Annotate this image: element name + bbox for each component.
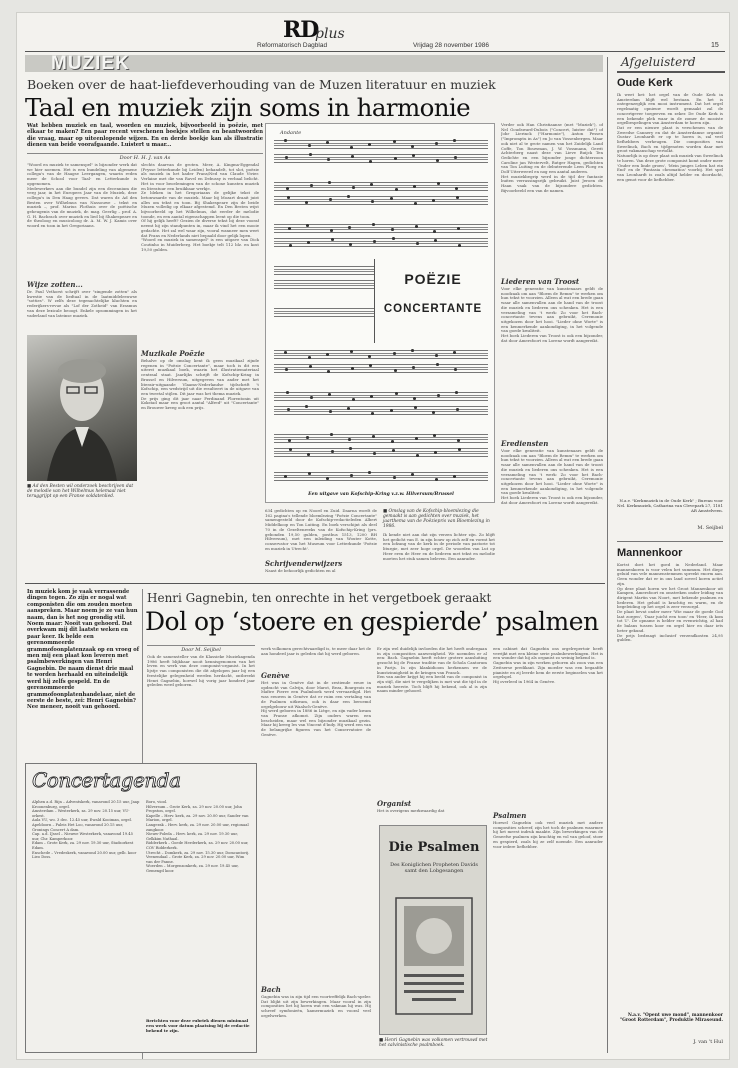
note-head [392, 449, 395, 452]
article2-col4b: Hoewel Gagnebin ook veel muziek met andere composities schreef, zijn het toch de psalmen waarmee hij het meest indruk maakte. Zijn bewerkingen van de Geneefse psalmen zijn krachtig en vol van geloof, stoer en gespierd, zoals hij ze zelf noemde. Een aanrader voor iedere liefhebber. [493, 821, 603, 849]
note-head [351, 155, 354, 158]
note-head [309, 153, 312, 156]
article1-col2b: Behalve op de omslag kent ik geen muzikaal zijnde regenen in "Poëzie Concertante", maar toch is dit een uiterst muzikaal boek, waarin het illustratiemateriaal centraal staat. Jaarlijks schrijft de Kofschip-Kring in Brussel en Hilversum, uitgegeven van ander met het literair-uitgaande Vlaams-Nederlandse tijdschrift 't Kofschip, een wedstrijd uit die resulteert in de uitgave van een tweetal stijlen. Dit jaar was het thema muziek. De prijs ging dit jaar naar Ferdinand Florentonin uit Kokstad maar een groot aantal "Alfred" uit "Concertante" en Brouwer kreeg ook een prijs. [141, 359, 259, 411]
note-head [436, 363, 439, 366]
article1-intro: Wat hebben muziek en taal, woorden en muziek, bijvoorbeeld in poëzie, met elkaar te maken? Een paar recent verschenen boekjes stellen en beantwoorden die vraag, maar op uiteenlopende wijzen. En en derde boekje kan als illustratie dienen van beide voorafgaande. Luistert u maar... [27, 123, 263, 149]
note-head [331, 238, 334, 241]
note-head [308, 472, 311, 475]
paper-logo-suffix: plus [315, 26, 345, 42]
psalm-book-image [379, 825, 487, 1035]
concert-agenda-note: Berichten voor deze rubriek dienen minimaal een week voor datum plaatsing bij de redactie bekend te zijn. [146, 1018, 250, 1033]
portrait-caption: ■ Ad den Besten wil onderzoek beschrijven dat de melodie van het Wilhelmus helemaal niet teruggrijpt op een Franse soldatenlied. [27, 484, 134, 499]
note-head [454, 368, 457, 371]
section-banner [25, 55, 603, 72]
note-head [433, 434, 436, 437]
note-head [394, 369, 397, 372]
note-head [288, 439, 291, 442]
score-title-box [374, 259, 490, 343]
concert-agenda-col2: Boro, viool. Hilversum – Grote Kerk, za. 29 nov. 20.00 uur, John Propston, orgel. Kapelle – Herv. kerk, za. 29 nov. 20.00 uur, Sander van Marion, orgel. Langerak – Herv. kerk, za. 29 nov. 20.00 uur, regionaal zangkoor. Nieuw-Poleda – Herv. kerk, za. 29 nov. 19.30 uur, Gelkkim Nathaal. Ridderkerk – Goede Herderkerk, za. 29 nov. 20.00 uur, COV Ridderkerk. Utrecht – Domkerk, za. 29 nov. 15.30 uur, Domcantorij. Veenendaal – Grote Kerk, za. 29 nov. 20.00 uur, Wim van der Panne. Woerden – Morgenzonkerk, za. 29 nov. 19.45 uur, Gemengd koor. [146, 800, 250, 873]
note-head [284, 139, 287, 142]
note-head [326, 477, 329, 480]
article1-col3b: Naast de behoorlijk gedichten en al [265, 569, 336, 573]
note-head [327, 370, 330, 373]
note-head [395, 392, 398, 395]
masthead-rule [25, 51, 725, 52]
note-head [310, 396, 313, 399]
note-head [432, 411, 435, 414]
note-head [395, 188, 398, 191]
note-head [453, 351, 456, 354]
paper-name: Reformatorisch Dagblad [257, 42, 328, 49]
note-head [349, 243, 352, 246]
note-head [289, 244, 292, 247]
note-head [287, 408, 290, 411]
note-head [413, 185, 416, 188]
note-head [307, 453, 310, 456]
note-head [288, 227, 291, 230]
note-head [350, 474, 353, 477]
note-head [285, 368, 288, 371]
article2-col3: Er zijn wel duidelijk invloeden die het heeft ondergaan in zijn composities aanwezigheid. We noemden er al een: Bach. Gagnebin heeft echter grotere aansluiting gezocht bij de Franse traditie van de Schola Cantorum in Parijs. In zijn klankidioom herkennen we de kunstzinnigheid in de kringen van Franck. Een van ander krijgt hij een beeld van de componist in zijn stijl, die niet te vergelijken is met wat die tijd in de muziek heerste. Toch blijft hij bekend, ook al is zijn naam minder gehoord. [377, 647, 487, 694]
note-head [415, 437, 418, 440]
article1-col1-subhead: Wijze zotten... [27, 280, 83, 289]
note-head [393, 352, 396, 355]
note-head [456, 408, 459, 411]
note-head [411, 349, 414, 352]
psalm-caption: ■ Henri Gagnebin was volkomen vertrouwd met het calvinistische psalmboek. [379, 1038, 488, 1048]
article-divider [25, 583, 605, 584]
note-head [394, 157, 397, 160]
note-head [453, 139, 456, 142]
article1-col4c: Voor elke generatie van kunstenaars geldt de noodzaak om aan "Bloem de Remm" te werken om hun tekst te voorzien. Alleen al wat een brede gaan waar alle samenvallen aan de hand van de troost die muziek en liederen ons schenken. Het is een verzameling van 't werk: Zo voor het Bach-concertante tevens aan gebruikt, Ceremonie uitgekozen door het hooi. "Lieder ohne Worte" is een kenmerkende aankondiging, in het volgende van goede kwaliteit. Het boek Liederen van Troost is ook een bijzonder, dat door Amersfoort en Lorenz wordt aangereikt. [501, 449, 603, 505]
sidebar-head-2: Mannenkoor [617, 547, 683, 559]
note-head [289, 448, 292, 451]
staff-line [274, 140, 488, 149]
sidebar-signature-1: M. Seijbel [697, 525, 723, 531]
sidebar-title-underline [617, 71, 725, 73]
article2-col2-subhead2: Bach [261, 985, 281, 994]
article1-col3c: Ik kende niet aan dat zijn verzen lichter zijn. Zo blijft het gedicht van E. in zijn bouw op zich zelf en vormt het een lofzang van de kerk in de periode van pastorie tot liturgie, met zeer hoge orgel. De woorden van Lut op Heer eren de Heer en de liederen met tekst en melodie moeten het stuk samen beleven. Een aanrader. [383, 533, 495, 561]
article2-byline: Door M. Seijbel [147, 645, 255, 653]
note-head [454, 156, 457, 159]
note-head [306, 436, 309, 439]
note-head [308, 356, 311, 359]
note-head [458, 448, 461, 451]
note-head [329, 410, 332, 413]
note-head [434, 239, 437, 242]
note-head [393, 476, 396, 479]
psalm-book-subtitle: Des Koniglichen Propheten Davids samt den Lobgesangen [390, 862, 478, 874]
note-head [326, 141, 329, 144]
note-head [412, 366, 415, 369]
note-head [416, 454, 419, 457]
article2-intro: In muziek kom je vaak verrassende dingen tegen. Zo zijn er nogal wat componisten die om zouden moeten aanspreken. Maar noem je ze van hun naam, dan is het nog grondig stil. Noem maar: Nooit van gehoord. Dat overkwam mij dit laatste weken en paar keer. Ik belde een gerenommeerde grammofoonplatenzaak op en vroeg of men mij een plaat kon leveren met psalmbewerkingen van Henri Gagnebin. De naam dienst drie maal te worden herhaald en uiteindelijk werd hij zelfs gespeld. En de gerenommeerde grammofoonplatenhandelaar, niet de eerste de beste, zei: Henri Gagnebin? Nee meneer, nooit van gehoord. [27, 589, 139, 711]
paper-logo: RD [283, 17, 319, 43]
sidebar-divider [607, 57, 608, 1053]
article1-col3-subhead: Schrijvenderwijzers [265, 559, 343, 568]
note-head [411, 473, 414, 476]
note-head [350, 350, 353, 353]
article1-col4b: Voor elke generatie van kunstenaars geldt de noodzaak om aan "Bloem de Remm" te werken om hun tekst te voorzien. Alleen al wat een brede gaan waar alle samenvallen aan de hand van de troost die muziek en liederen ons schenken. Het is een verzameling van 't werk: Zo voor het Bach-concertante tevens aan gebruikt, Ceremonie uitgekozen door het hooi. "Lieder ohne Worte" is een kenmerkende aankondiging, in het volgende van goede kwaliteit. Het boek Liederen van Troost is ook een bijzonder, dat door Amersfoort en Lorenz wordt aangereikt. [501, 287, 603, 343]
note-head [347, 407, 350, 410]
article1-col4-subhead: Liederen van Troost [501, 277, 580, 286]
psalm-book-ornament [394, 896, 474, 1016]
article2-col3-subhead: Organist [377, 799, 412, 808]
note-head [286, 187, 289, 190]
article2-col4: een cabinet dat Gagnebin ons orgelrepertoir heeft verrijkt met een kleine serie psalmbewerkingen. Het is een wonder dat hij als organist zo weinig bekend is. Gagnebin was in zijn werken geboren als zoon van een Zwitserse predikant. Zijn moeder was een begaafde pianiste en zij leerde hem de eerste beginselen van het orgelspel. Hij overleed in 1964 in Genève. [493, 647, 603, 684]
note-head [434, 451, 437, 454]
note-head [415, 225, 418, 228]
note-head [435, 478, 438, 481]
article2-headline: Dol op ‘stoere en gespierde’ psalmen [145, 607, 599, 636]
note-head [347, 195, 350, 198]
article1-col1: "Woord en muziek te samenspel" is bijzonder werk dat we hier noemen. Het is een bundeling van algemene collega's van de Haagse Leergangen, waarin reden meer de School voor Taal- en Letterkunde is opgenomen. Medewerkers aan die bundel zijn een decennium die verg jaar, in het Europees Jaar van de Muziek, deze collega's in Den Haag gevers. Dat waren dr. Ad den Besten over Wilhelmus van Nassouwe – tekst en muziek –, prof. Marius Flothuis over de poëtische geheugenis van de muziek, dr. mag. Geerlig – prof. A. G. H. Bachrach over muziek en lied bij Shakespeare en de theoloog en musicoloog dr. A. M. W. J. Kamis over woord en toon in het Gregoriaans. [27, 163, 137, 229]
page-number: 15 [711, 42, 719, 49]
article1-kicker: Boeken over de haat-liefdeverhouding van de Muzen literatuur en muziek [27, 77, 496, 92]
score-title-2: CONCERTANTE [383, 303, 483, 315]
article2-col2: werk volkomen gerechtvaardigd is, te meer daar het de aan honderd jaar is geleden dat hij werd geboren. [261, 647, 371, 656]
note-head [416, 242, 419, 245]
note-head [305, 405, 308, 408]
portrait-photo [27, 335, 137, 481]
note-head [455, 391, 458, 394]
note-head [285, 156, 288, 159]
article2-kicker: Henri Gagnebin, ten onrechte in het vergetboek geraakt [147, 591, 492, 605]
note-head [435, 354, 438, 357]
note-head [331, 450, 334, 453]
note-head [455, 187, 458, 190]
note-head [328, 393, 331, 396]
article2-col3b: Het is overigens merkwaardig dat [377, 809, 445, 813]
note-head [458, 244, 461, 247]
note-head [284, 351, 287, 354]
sidebar-text-2: Kortst doet het goed in Nederland. Maar mannenkoren is voor velen het summum. Het diepe geluid van vele mannenstemmen spreekt enorm aan. Geen wonder dat er in ons land zoveel koren actief zijn. Op deze plaat horen we het Groot Mannenkoor uit Kampen, Amersfoort en omstreken onder leiding van dirigent Martin van Noort, met bekende psalmen en liederen. Het geluid is krachtig en warm, en de begeleiding op het orgel is zeer verzorgd. De plaat bevat onder meer 'Wie maar de goede God laat zorgen', 'Daar juicht een toon' en 'Heer, ik kom tot U'. De opname is helder en evenwichtig, al had de balans tussen koor en orgel hier en daar iets beter gekund. De prijs bedraagt inclusief verzendkosten 24,95 gulden. [617, 563, 723, 643]
note-head [308, 144, 311, 147]
note-head [348, 438, 351, 441]
note-head [286, 391, 289, 394]
note-head [307, 241, 310, 244]
note-head [348, 226, 351, 229]
note-head [411, 145, 414, 148]
note-head [456, 196, 459, 199]
article1-col3: 634 gedichten op en Noord en Zuid. Daarna wordt de 162 pagina's tellende bloemlezing "Poëzie Concertante" samengesteld door de Kofschip-redactieleden Albert Middelkoop en Ton Luiting. En boek verschijnt als deel 70 in de Gezeltenreeks van de Kofschip-Kring (prs. gebonden 19,50 gulden, postbus 1513, 1200 BH Hilversum), met een inleiding van Wouter Kotte, conservator van het Museum voor Letterkunde 'Poëzie en muziek in Utrecht'. [265, 509, 377, 551]
note-head [309, 365, 312, 368]
note-head [352, 398, 355, 401]
concert-agenda-col1: Alphen a.d. Rijn – Adventskerk, vanavond 20.15 uur, Jaap Kroonenburg, orgel. Amsterdam – Westerkerk, za. 29 nov. 20.15 uur, VU-orkest. Aula VU, wo. 3 dec. 12.45 uur, Ewald Kooiman, orgel. Apeldoorn – Paleis Het Loo, vanavond 20.15 uur, Gronings Concert A dam. Cap. a.d. IJssel – Nieuwe Westerkerk, vanavond 19.45 uur, Chr. Kamperkoor. Edam – Grote Kerk, za. 29 nov. 19.30 uur, Stadsorkest Edam. Enschede – Vredeskerk, vanavond 20.00 uur, gelb. koor Lieo Doss. [32, 800, 140, 860]
note-head [352, 186, 355, 189]
note-head [435, 142, 438, 145]
article1-col2-subhead: Muzikale Poëzie [141, 349, 205, 358]
portrait-figure [27, 335, 137, 481]
note-head [351, 367, 354, 370]
note-head [330, 433, 333, 436]
note-head [329, 198, 332, 201]
staff-line [274, 350, 488, 359]
note-head [393, 140, 396, 143]
note-head [287, 196, 290, 199]
note-head [327, 158, 330, 161]
sidebar-source-2: N.a.v. "Opent uwe mond", mannenkoor "Groot Rotterdam", Produktie Miraseund. [619, 1013, 723, 1023]
newspaper-page [16, 12, 730, 1060]
note-head [437, 394, 440, 397]
sidebar-head-1: Oude Kerk [617, 77, 673, 89]
article1-col2: slechts daarvan de groten. Meer, A. Kingma-Eggendal (Frysse letterkunde bij Leiden) behandelt, tot slot, poëzie als muziek in het kader Frans/Ned van Claude Vivier. Verlaine met die van Ravel en Debussy is verbaal belicht. Het in voor beoelemingen van de schone kunsten muziek en literatuur een bruikbaar werkje. Ze bleken in het Gregoriaans de gelijke tekst de betonwaarde van de muziek. Maar bij Mozart draait juist alles om tekst en toon. Bij Shakespeare zijn de beide Muzen volledig op elkaar afgestemd. En Den Besten wijst bijvoorbeeld op het Wilhelmus, dat eerder de melodie toonde, en een aantal eigenschappen leent op die toon. Of hij gelijk heeft? Gezien de diverse tekst bij deze vooraf neemt hij zijn standpunten in, maar ik vind het een mooie gedachte. Het zal wel waar zijn, vooral wanneer men weet dat Frans en Nederlands niet bepaald door gelijk lopen. "Woord en muziek in samenspel" is een uitgave van Dick Coutinho in Muiderberg. Het boekje telt 112 blz. en kost 19,50 gulden. [141, 163, 259, 252]
note-head [390, 197, 393, 200]
note-head [328, 181, 331, 184]
concert-agenda-box [25, 763, 257, 1053]
note-head [436, 159, 439, 162]
score-caption: Een uitgave van Kofschip-Kring v.z.w. Hilversum/Brussel [308, 492, 454, 497]
sidebar-source-1: N.a.v. "Kerkmuziek in de Oude Kerk" ; Bureau voor Nel. Kerkmuziek, Catharina van Clevepark 27, 1181 AR Amstelveen. [617, 498, 723, 513]
section-title: MUZIEK [51, 55, 130, 72]
note-head [390, 409, 393, 412]
note-head [391, 228, 394, 231]
score-image [265, 123, 495, 503]
score-title-1: POËZIE [404, 271, 462, 287]
note-head [414, 202, 417, 205]
note-head [432, 199, 435, 202]
note-head [414, 406, 417, 409]
concert-agenda-title: Concertagenda [32, 768, 181, 792]
note-head [437, 182, 440, 185]
note-head [457, 227, 460, 230]
note-head [391, 440, 394, 443]
note-head [413, 397, 416, 400]
article2-col2c: Gagnebin was in zijn tijd een voortreffelijk Bach-speler. Dat blijkt uit zijn bewerkingen. Maar vooral in zijn composities liet hij horen wat een vakman hij was. Hij schreef symfonieën, kamermuziek en vooral veel orgelwerken. [261, 995, 371, 1018]
note-head [326, 353, 329, 356]
score-tempo: Andante [280, 130, 302, 136]
article2-col1: Ook de samensteller van de Klassieke Muziekagenda 1986 heeft blijkbaar nooit kennisgenomen van het leven en werk van deze componist-organist. In het lijstje van componisten die dit afgelopen jaar bij een feestelijke gelegenheid werden herdacht, ontbreekt Henri Gagnebin, hoewel hij vorig jaar honderd jaar geleden werd geboren. [147, 655, 255, 688]
note-head [350, 146, 353, 149]
note-head [349, 447, 352, 450]
article2-col2-subhead: Genève [261, 671, 290, 680]
sidebar-signature-2: J. van 't Hul [693, 1039, 723, 1045]
note-head [284, 475, 287, 478]
article2-col4-subhead: Psalmen [493, 811, 527, 820]
psalm-book-title: Die Psalmen [388, 840, 480, 855]
article1-col4-subhead2: Erediensten [501, 439, 549, 448]
staff-line [274, 448, 488, 457]
note-head [457, 439, 460, 442]
note-head [305, 201, 308, 204]
sidebar-rule [617, 541, 723, 542]
sidebar-text-1: Ik weet het: het orgel van de Oude Kerk in Amsterdam blijft wel bestaan. En het is ontegenzeglijk een mooi instrument. Dat het orgel regelmatig opnieuw wordt gemaakt zal de concertgever toegeeven en zeker. De Oude Kerk is een bekende plek waar in de zomer de mooiste orgelbespelingen van Amsterdam te horen zijn. Dat er een nieuwe plaat is verschenen van de Zweedse Cannery en dat de Amsterdamse organist Gustav Leonhardt er op te horen is, zal veel liefhebbers verheugen. Die composities van Sweelinck, Bach en tijdgenoten worden daar met groot vakmanschap vertolkt. Natuurlijk is op deze plaat ook muziek van Sweelinck te horen. Van deze grote componist komt onder meer 'Onder een linde groen', 'Mein junges Leben hat ein End' en de 'Fantasia chromatica' voorbij. Het spel van Leonhardt is zoals altijd helder en doordacht, een genot voor de liefhebber. [617, 93, 723, 182]
score-side-caption: ■ Omslag van de Kofschip-bloemlezing die gemaakt is aan gedichten over muziek, het jaarthema van de Poëziepris van Bloemlezing in 1986. [383, 509, 490, 529]
staff-line [274, 472, 488, 481]
note-head [330, 229, 333, 232]
note-head [453, 475, 456, 478]
issue-date: Vrijdag 28 november 1986 [413, 42, 490, 49]
article1-headline: Taal en muziek zijn soms in harmonie [25, 93, 471, 122]
sidebar-title: Afgeluisterd [621, 55, 696, 69]
note-head [310, 184, 313, 187]
note-head [392, 237, 395, 240]
note-head [412, 154, 415, 157]
note-head [433, 230, 436, 233]
note-head [306, 224, 309, 227]
article1-col1b: Dr. Paul Vethorst schrijft over "zingende zotten" als kwestie van de liedtaal in de laatmiddeleeuwse "sotties". W zelfs deze tegenachtelijke kluchten en rederijkers-revue als "Lof der Zotheid" van Erasmus van deze lexicale beoogt. Enkele opsommingen in het vaderland van lateinse muziek. [27, 290, 137, 318]
staff-line [274, 238, 488, 247]
article1-byline: Door H. H. J. van As [27, 153, 263, 161]
masthead [25, 17, 725, 51]
article2-col2b: Het was in Genève dat in de zestiende eeuw in opdracht van Calvijn, door Marot, Beza, Bourgeois en Maître Pierre een Psalmboek werd vervaardigd. Het was eeuwen in Genève dat er ruim een vertaling van de Psalmen uitkwam, ook is daar een beroemd orgelgebouw uit Waalsch-Genève. Hij werd geboren in 1886 in Liège, en zijn vader kwam van Franse afkomst. Zijn ouders waren een bescheiden, maar wel een bijzonder muzikaal gezin. Maar hij kreeg les van Vincent d'Indy. Hij werd een van de belangrijke figuren van het Conservatoire de Genève. [261, 681, 371, 737]
article1-col4: Verder ook Han Christiaanse (met "Muziek"), of Nel Goudsward-Dubois ("Concert, luister dat") of Johr Lierinck ("Harmonie"), Anton Pessen ("Impromptu in As") en Jo van Vossenbergen. Maar ook niet al te grote namen van het Zuidelijk Land Coffe, Ton Bouwman, J. W. Vossmann, Gerrit Achterberg naast deze van Lieve Buijck Ten Gedichte en een bijzonder jonge dichterzoon Caroline jan Westervelt, Rutger Hagen, gedichten van Ton Luiting en de debuterende Leen Ploeg en Dolf Uiterweerd en nog een aantal anderen. Het muziekbegrip werd in de tijd der fantasie buiten verrassingsrijk gebruikt. Juist Jeroen de Haan vaak van de bijzondere gedichten. Bijvoorbeeld een van de namen. [501, 123, 603, 193]
